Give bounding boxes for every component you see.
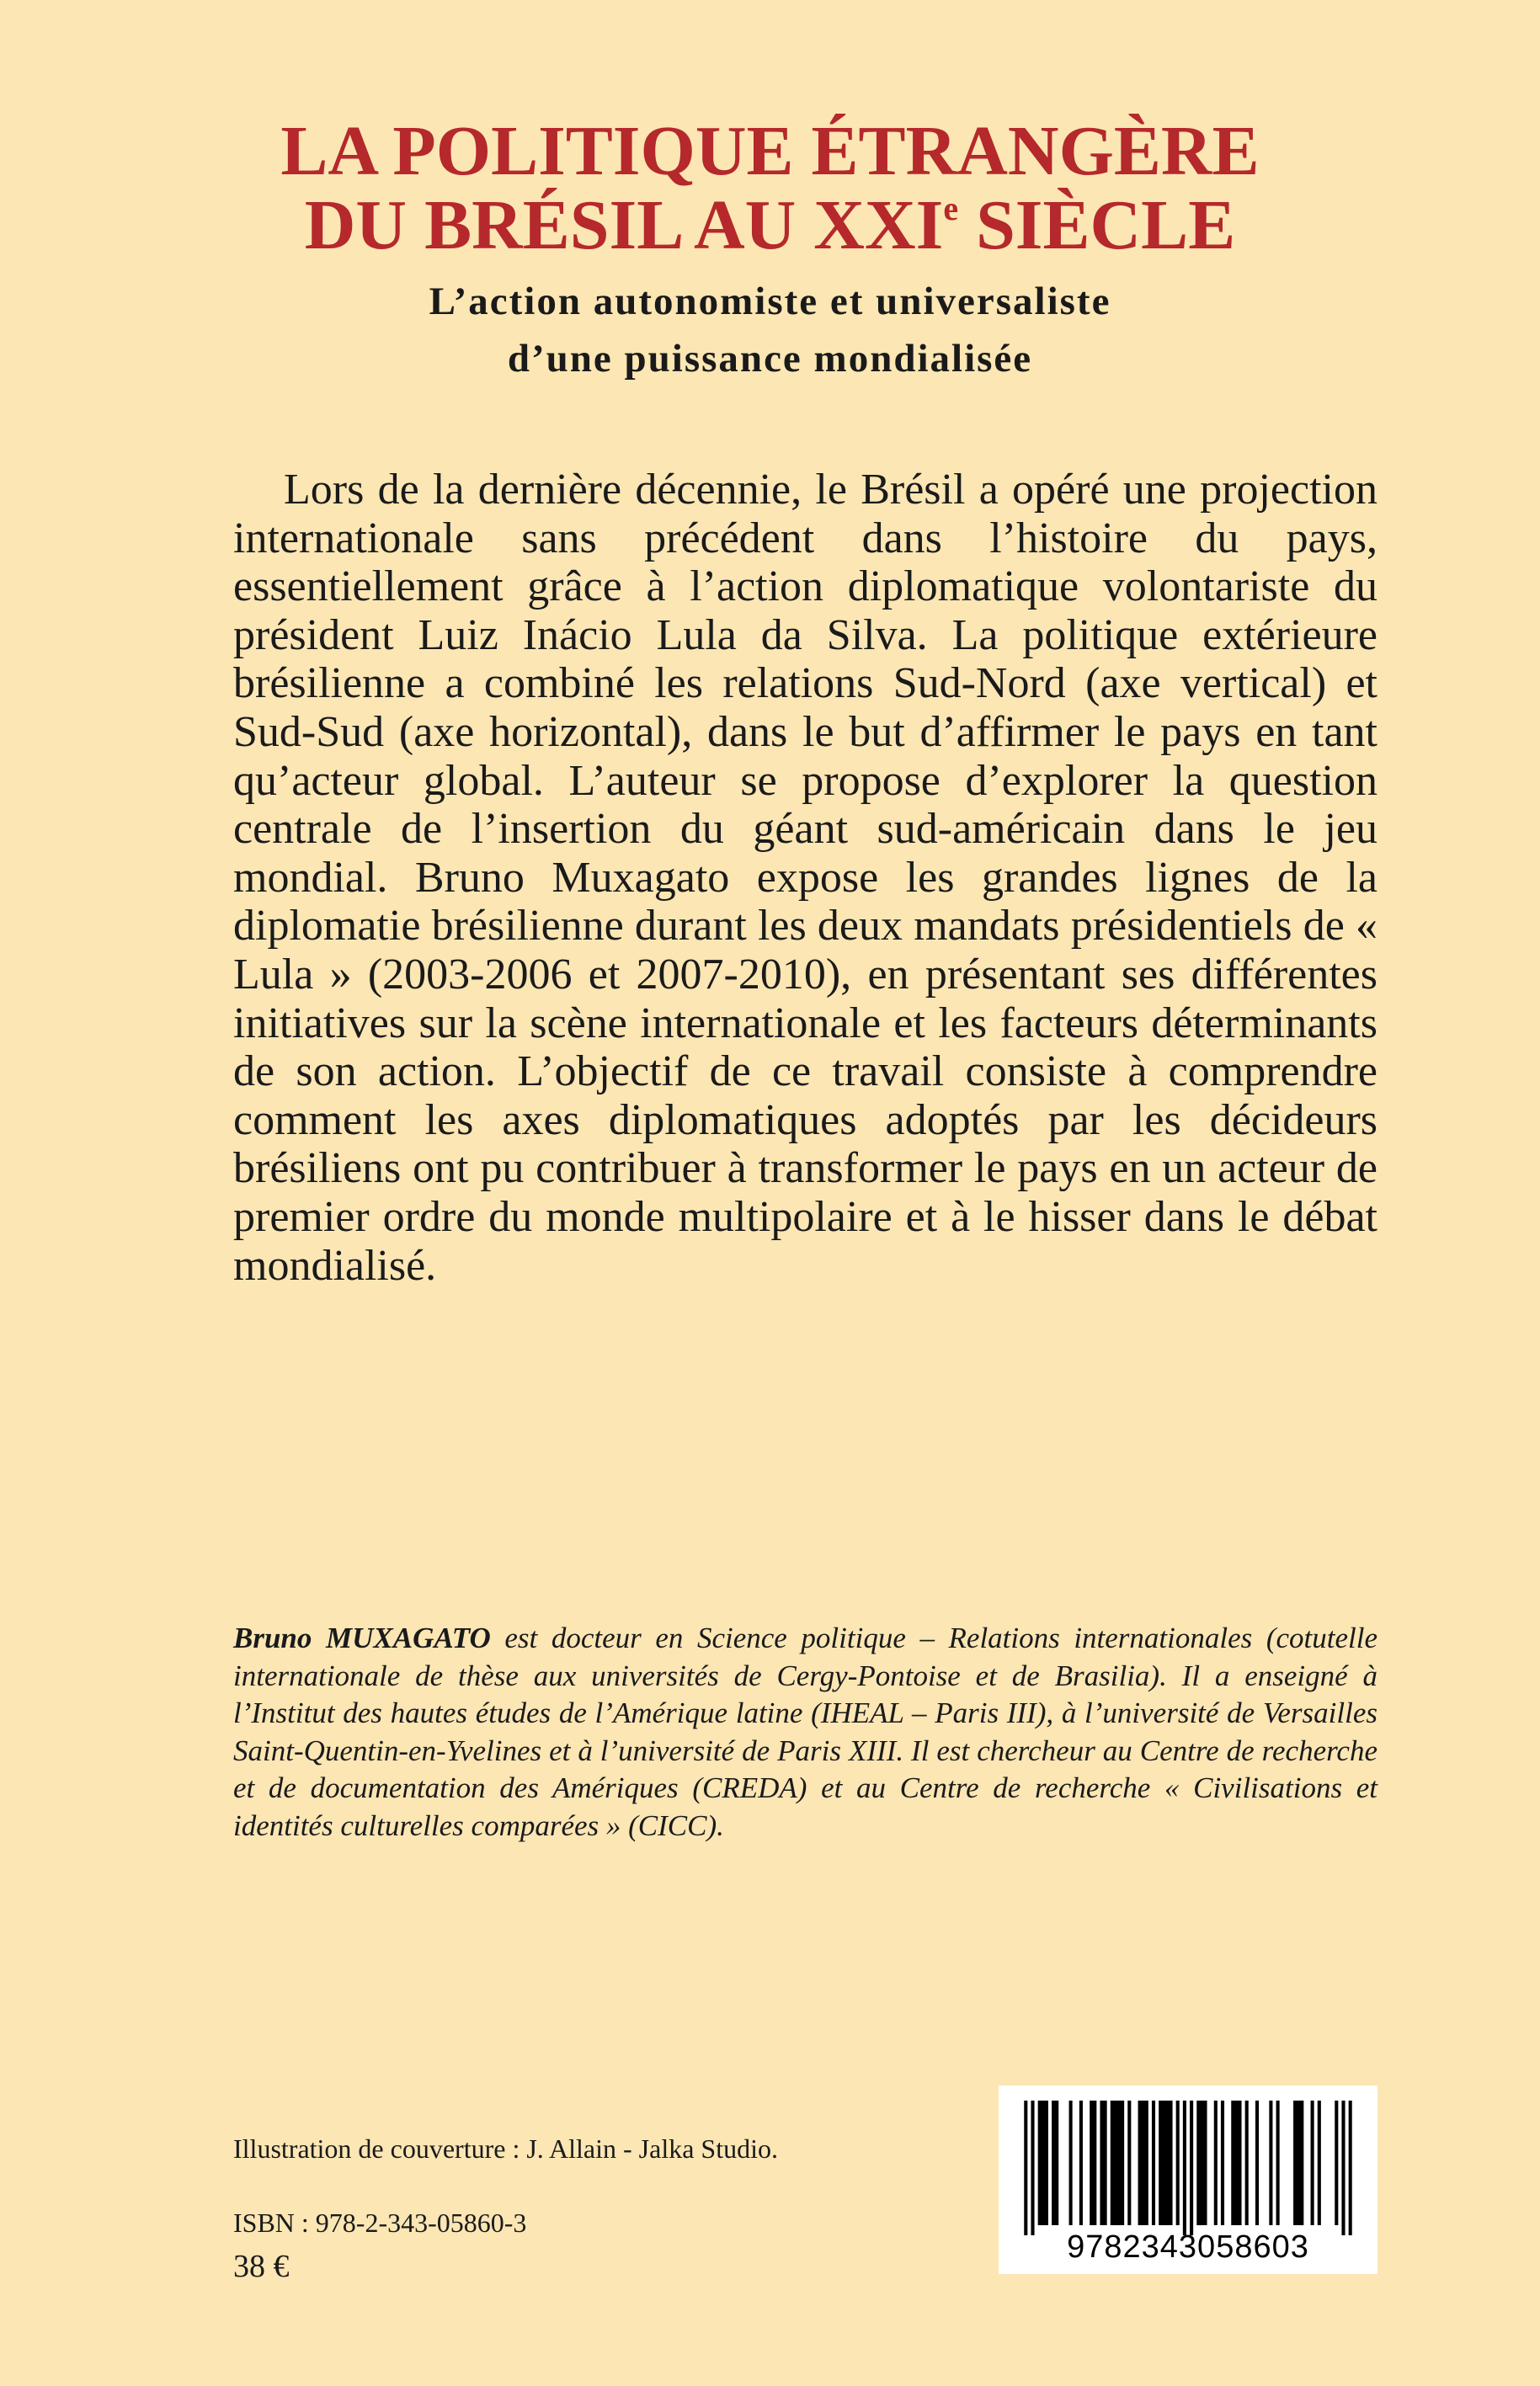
book-title-line-2-prefix: DU BRÉSIL AU XXI [304, 186, 944, 264]
barcode-bar-29 [1349, 2101, 1352, 2235]
barcode-bar-16 [1196, 2101, 1207, 2225]
barcode-bar-19 [1231, 2101, 1241, 2225]
century-superscript: e [943, 189, 959, 227]
barcode-bar-26 [1318, 2101, 1321, 2225]
author-bio [233, 1620, 1377, 1845]
cover-illustration-credit: Illustration de couverture : J. Allain - Jalka Studio. [233, 2133, 778, 2164]
barcode-bar-1 [1031, 2101, 1034, 2235]
barcode-bar-13 [1176, 2101, 1180, 2225]
barcode-bar-15 [1190, 2101, 1193, 2235]
barcode-bar-2 [1038, 2101, 1048, 2225]
barcode-bar-22 [1269, 2101, 1272, 2225]
barcode-bar-9 [1127, 2101, 1131, 2225]
author-bio-text: est docteur en Science politique – Relations internationales (cotutelle internationale de thèse aux universités de Cergy-Pontoise et de Brasilia). Il a enseigné à l’Institut des hautes études de l’Amérique latine (IHEAL – Paris III), à l’université de Versailles Saint-Quentin-en-Yvelines et à l’université de Paris XIII. Il est chercheur au Centre de recherche et de documentation des Amériques (CREDA) et au Centre de recherche « Civilisations et identités culturelles comparées » (CICC). [233, 1622, 1378, 1842]
book-title-line-1-text: LA POLITIQUE ÉTRANGÈRE [280, 112, 1260, 190]
barcode-bar-7 [1100, 2101, 1106, 2225]
barcode-bar-27 [1335, 2101, 1338, 2225]
barcode-bar-4 [1069, 2101, 1073, 2225]
barcode-bar-6 [1090, 2101, 1096, 2225]
barcode-bar-25 [1311, 2101, 1314, 2225]
book-subtitle-line-1: L’action autonomiste et universaliste [429, 280, 1111, 323]
price: 38 € [233, 2249, 290, 2284]
barcode [999, 2085, 1377, 2274]
back-cover-blurb: Lors de la dernière décennie, le Brésil a opéré une projection internationale sans précédent dans l’histoire du pays, essentiellement grâce à l’action diplomatique volontariste du président Luiz Inácio Lula da Silva. La politique extérieure brésilienne a combiné les relations Sud-Nord (axe vertical) et Sud-Sud (axe horizontal), dans le but d’affirmer le pays en tant qu’acteur global. L’auteur se propose d’explorer la question centrale de l’insertion du géant sud-américain dans le jeu mondial. Bruno Muxagato expose les grandes lignes de la diplomatie brésilienne durant les deux mandats présidentiels de « Lula » (2003-2006 et 2007-2010), en présentant ses différentes initiatives sur la scène internationale et les facteurs déterminants de son action. L’objectif de ce travail consiste à comprendre comment les axes diplomatiques adoptés par les décideurs brésiliens ont pu contribuer à transformer le pays en un acteur de premier ordre du monde multipolaire et à le hisser dans le débat mondialisé. [233, 466, 1377, 1290]
barcode-bar-11 [1152, 2101, 1155, 2225]
barcode-number: 9782343058603 [1067, 2229, 1309, 2265]
barcode-bar-5 [1079, 2101, 1083, 2225]
barcode-bar-23 [1276, 2101, 1280, 2225]
barcode-bar-17 [1214, 2101, 1218, 2225]
book-subtitle-line-2: d’une puissance mondialisée [507, 337, 1033, 381]
barcode-bar-21 [1255, 2101, 1259, 2225]
barcode-bar-8 [1111, 2101, 1124, 2225]
barcode-bar-0 [1024, 2101, 1027, 2235]
barcode-bar-28 [1341, 2101, 1345, 2235]
barcode-bar-3 [1052, 2101, 1058, 2225]
barcode-bar-14 [1183, 2101, 1186, 2235]
barcode-bar-10 [1138, 2101, 1148, 2225]
barcode-bar-20 [1245, 2101, 1249, 2225]
author-name: Bruno MUXAGATO [233, 1622, 491, 1654]
book-title-line-2 [0, 185, 1540, 266]
barcode-bar-12 [1159, 2101, 1172, 2225]
book-title-line-1 [0, 111, 1540, 192]
isbn: ISBN : 978-2-343-05860-3 [233, 2208, 527, 2238]
book-title-line-2-suffix: SIÈCLE [958, 186, 1236, 264]
barcode-bar-24 [1293, 2101, 1303, 2225]
barcode-bar-18 [1221, 2101, 1224, 2225]
